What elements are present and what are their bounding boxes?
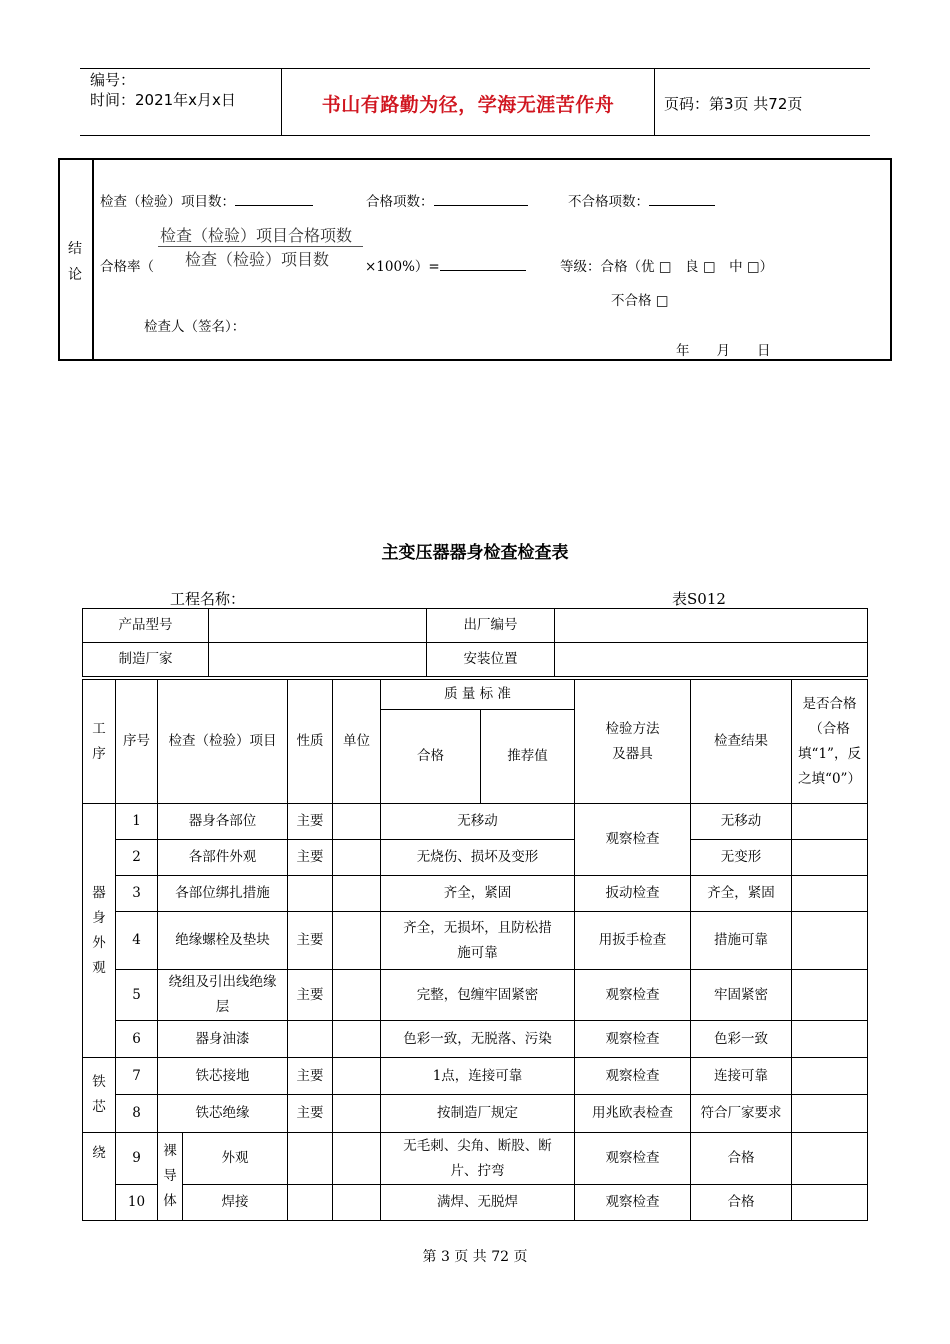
table-row — [83, 1185, 868, 1221]
cell-result: 合格 — [691, 1133, 792, 1185]
col-quality-standard: 质 量 标 准 — [381, 680, 575, 710]
cell-item: 器身油漆 — [158, 1021, 288, 1058]
cell-is-pass[interactable] — [792, 1058, 868, 1095]
cell-standard: 按制造厂规定 — [381, 1095, 575, 1133]
table-row — [83, 876, 868, 912]
fraction-numerator: 检查（检验）项目合格项数 — [160, 226, 353, 245]
product-model-label: 产品型号 — [83, 609, 209, 643]
cell-seq: 7 — [116, 1058, 158, 1095]
rate-blank[interactable] — [440, 256, 526, 271]
table-header-row — [83, 680, 868, 710]
cell-seq: 8 — [116, 1095, 158, 1133]
col-seq: 序号 — [116, 680, 158, 804]
cell-standard: 齐全，紧固 — [381, 876, 575, 912]
fail-checkbox-label[interactable]: 不合格 □ — [611, 293, 669, 309]
cell-is-pass[interactable] — [792, 1185, 868, 1221]
header-meta — [90, 70, 236, 110]
cell-nature: 主要 — [288, 840, 333, 876]
col-recommended: 推荐值 — [481, 710, 575, 804]
cell-standard: 无移动 — [381, 804, 575, 840]
col-nature: 性质 — [288, 680, 333, 804]
group-core: 铁芯 — [83, 1058, 116, 1133]
cell-standard: 无毛刺、尖角、断股、断片、拧弯 — [381, 1133, 575, 1185]
time-label: 时间：2021年x月x日 — [90, 91, 236, 109]
group-bare-conductor: 裸导体 — [158, 1133, 183, 1221]
cell-unit — [333, 912, 381, 970]
cell-method: 扳动检查 — [575, 876, 691, 912]
product-info-table — [82, 608, 868, 677]
cell-method: 观察检查 — [575, 1185, 691, 1221]
table-row — [83, 912, 868, 970]
cell-is-pass[interactable] — [792, 804, 868, 840]
cell-is-pass[interactable] — [792, 1021, 868, 1058]
cell-result: 连接可靠 — [691, 1058, 792, 1095]
cell-nature — [288, 1021, 333, 1058]
cell-result: 齐全，紧固 — [691, 876, 792, 912]
group-body-appearance: 器身外观 — [83, 804, 116, 1058]
cell-standard: 无烧伤、损坏及变形 — [381, 840, 575, 876]
serial-label: 编号： — [90, 71, 136, 89]
manufacturer-value[interactable] — [209, 643, 427, 677]
cell-nature: 主要 — [288, 912, 333, 970]
cell-nature: 主要 — [288, 970, 333, 1021]
cell-seq: 3 — [116, 876, 158, 912]
cell-result: 无变形 — [691, 840, 792, 876]
table-row — [83, 1133, 868, 1185]
cell-method: 观察检查 — [575, 1058, 691, 1095]
cell-standard: 完整，包缠牢固紧密 — [381, 970, 575, 1021]
group-winding: 绕 — [83, 1133, 116, 1221]
rate-field[interactable]: ×100%）= — [365, 255, 526, 275]
cell-nature: 主要 — [288, 1058, 333, 1095]
date-label: 年 月 日 — [676, 343, 771, 359]
conclusion-divider — [92, 160, 94, 359]
rate-label: 合格率（ — [100, 259, 154, 275]
cell-seq: 1 — [116, 804, 158, 840]
product-model-value[interactable] — [209, 609, 427, 643]
table-row — [83, 970, 868, 1021]
cell-unit — [333, 1185, 381, 1221]
cell-nature — [288, 1133, 333, 1185]
cell-result: 合格 — [691, 1185, 792, 1221]
cell-nature — [288, 876, 333, 912]
col-item: 检查（检验）项目 — [158, 680, 288, 804]
cell-seq: 4 — [116, 912, 158, 970]
cell-is-pass[interactable] — [792, 912, 868, 970]
col-is-pass: 是否合格（合格填“1”，反之填“0”） — [792, 680, 868, 804]
cell-item: 铁芯绝缘 — [158, 1095, 288, 1133]
inspection-table — [82, 679, 868, 1221]
cell-is-pass[interactable] — [792, 1095, 868, 1133]
fail-items-field[interactable]: 不合格项数： — [568, 190, 715, 210]
header-page-info: 页码：第3页 共72页 — [664, 95, 803, 113]
col-qualified: 合格 — [381, 710, 481, 804]
cell-unit — [333, 1021, 381, 1058]
cell-item: 器身各部位 — [158, 804, 288, 840]
cell-unit — [333, 840, 381, 876]
page-title: 主变压器器身检查检查表 — [381, 543, 569, 563]
header-bottom-rule — [80, 135, 870, 136]
col-process: 工序 — [83, 680, 116, 804]
cell-result: 无移动 — [691, 804, 792, 840]
table-row — [83, 609, 868, 643]
cell-item: 焊接 — [183, 1185, 288, 1221]
factory-no-label: 出厂编号 — [427, 609, 555, 643]
cell-standard: 满焊、无脱焊 — [381, 1185, 575, 1221]
cell-result: 色彩一致 — [691, 1021, 792, 1058]
cell-item: 外观 — [183, 1133, 288, 1185]
col-result: 检查结果 — [691, 680, 792, 804]
grade-label[interactable]: 等级：合格（优 □ 良 □ 中 □） — [560, 259, 774, 275]
cell-standard: 齐全，无损坏，且防松措施可靠 — [381, 912, 575, 970]
cell-nature — [288, 1185, 333, 1221]
cell-method: 观察检查 — [575, 1021, 691, 1058]
col-method: 检验方法及器具 — [575, 680, 691, 804]
cell-unit — [333, 1095, 381, 1133]
manufacturer-label: 制造厂家 — [83, 643, 209, 677]
cell-seq: 9 — [116, 1133, 158, 1185]
cell-method: 用扳手检查 — [575, 912, 691, 970]
table-row — [83, 1095, 868, 1133]
cell-unit — [333, 804, 381, 840]
table-row — [83, 1021, 868, 1058]
header-divider — [654, 69, 655, 136]
table-row — [83, 804, 868, 840]
cell-result: 牢固紧密 — [691, 970, 792, 1021]
cell-unit — [333, 970, 381, 1021]
header-top-rule — [80, 68, 870, 69]
pass-items-field[interactable]: 合格项数： — [366, 190, 528, 210]
pass-items-blank[interactable] — [434, 191, 528, 206]
cell-seq: 6 — [116, 1021, 158, 1058]
conclusion-label: 结 论 — [68, 241, 82, 283]
form-number: 表S012 — [672, 590, 726, 608]
cell-item: 绝缘螺栓及垫块 — [158, 912, 288, 970]
cell-standard: 1点，连接可靠 — [381, 1058, 575, 1095]
header-motto: 书山有路勤为径，学海无涯苦作舟 — [321, 94, 615, 116]
table-row — [83, 643, 868, 677]
cell-item: 各部件外观 — [158, 840, 288, 876]
cell-nature: 主要 — [288, 1095, 333, 1133]
fraction-denominator: 检查（检验）项目数 — [185, 250, 330, 269]
cell-item: 各部位绑扎措施 — [158, 876, 288, 912]
cell-is-pass[interactable] — [792, 1133, 868, 1185]
cell-unit — [333, 1058, 381, 1095]
install-location-label: 安装位置 — [427, 643, 555, 677]
cell-unit — [333, 876, 381, 912]
table-row — [83, 840, 868, 876]
cell-is-pass[interactable] — [792, 876, 868, 912]
install-location-value[interactable] — [555, 643, 868, 677]
cell-standard: 色彩一致，无脱落、污染 — [381, 1021, 575, 1058]
project-name-label: 工程名称： — [170, 590, 246, 608]
page-footer: 第 3 页 共 72 页 — [422, 1249, 528, 1265]
cell-nature: 主要 — [288, 804, 333, 840]
items-count-field[interactable]: 检查（检验）项目数： — [100, 190, 313, 210]
cell-is-pass[interactable] — [792, 970, 868, 1021]
cell-result: 符合厂家要求 — [691, 1095, 792, 1133]
cell-method: 用兆欧表检查 — [575, 1095, 691, 1133]
cell-seq: 2 — [116, 840, 158, 876]
table-row — [83, 1058, 868, 1095]
items-count-blank[interactable] — [235, 191, 313, 206]
cell-seq: 10 — [116, 1185, 158, 1221]
factory-no-value[interactable] — [555, 609, 868, 643]
cell-method: 观察检查 — [575, 970, 691, 1021]
cell-is-pass[interactable] — [792, 840, 868, 876]
inspector-label: 检查人（签名）： — [144, 319, 246, 335]
cell-unit — [333, 1133, 381, 1185]
cell-method: 观察检查 — [575, 1133, 691, 1185]
col-unit: 单位 — [333, 680, 381, 804]
cell-item: 绕组及引出线绝缘层 — [158, 970, 288, 1021]
cell-result: 措施可靠 — [691, 912, 792, 970]
cell-method: 观察检查 — [575, 804, 691, 876]
fail-items-blank[interactable] — [649, 191, 715, 206]
cell-item: 铁芯接地 — [158, 1058, 288, 1095]
cell-seq: 5 — [116, 970, 158, 1021]
